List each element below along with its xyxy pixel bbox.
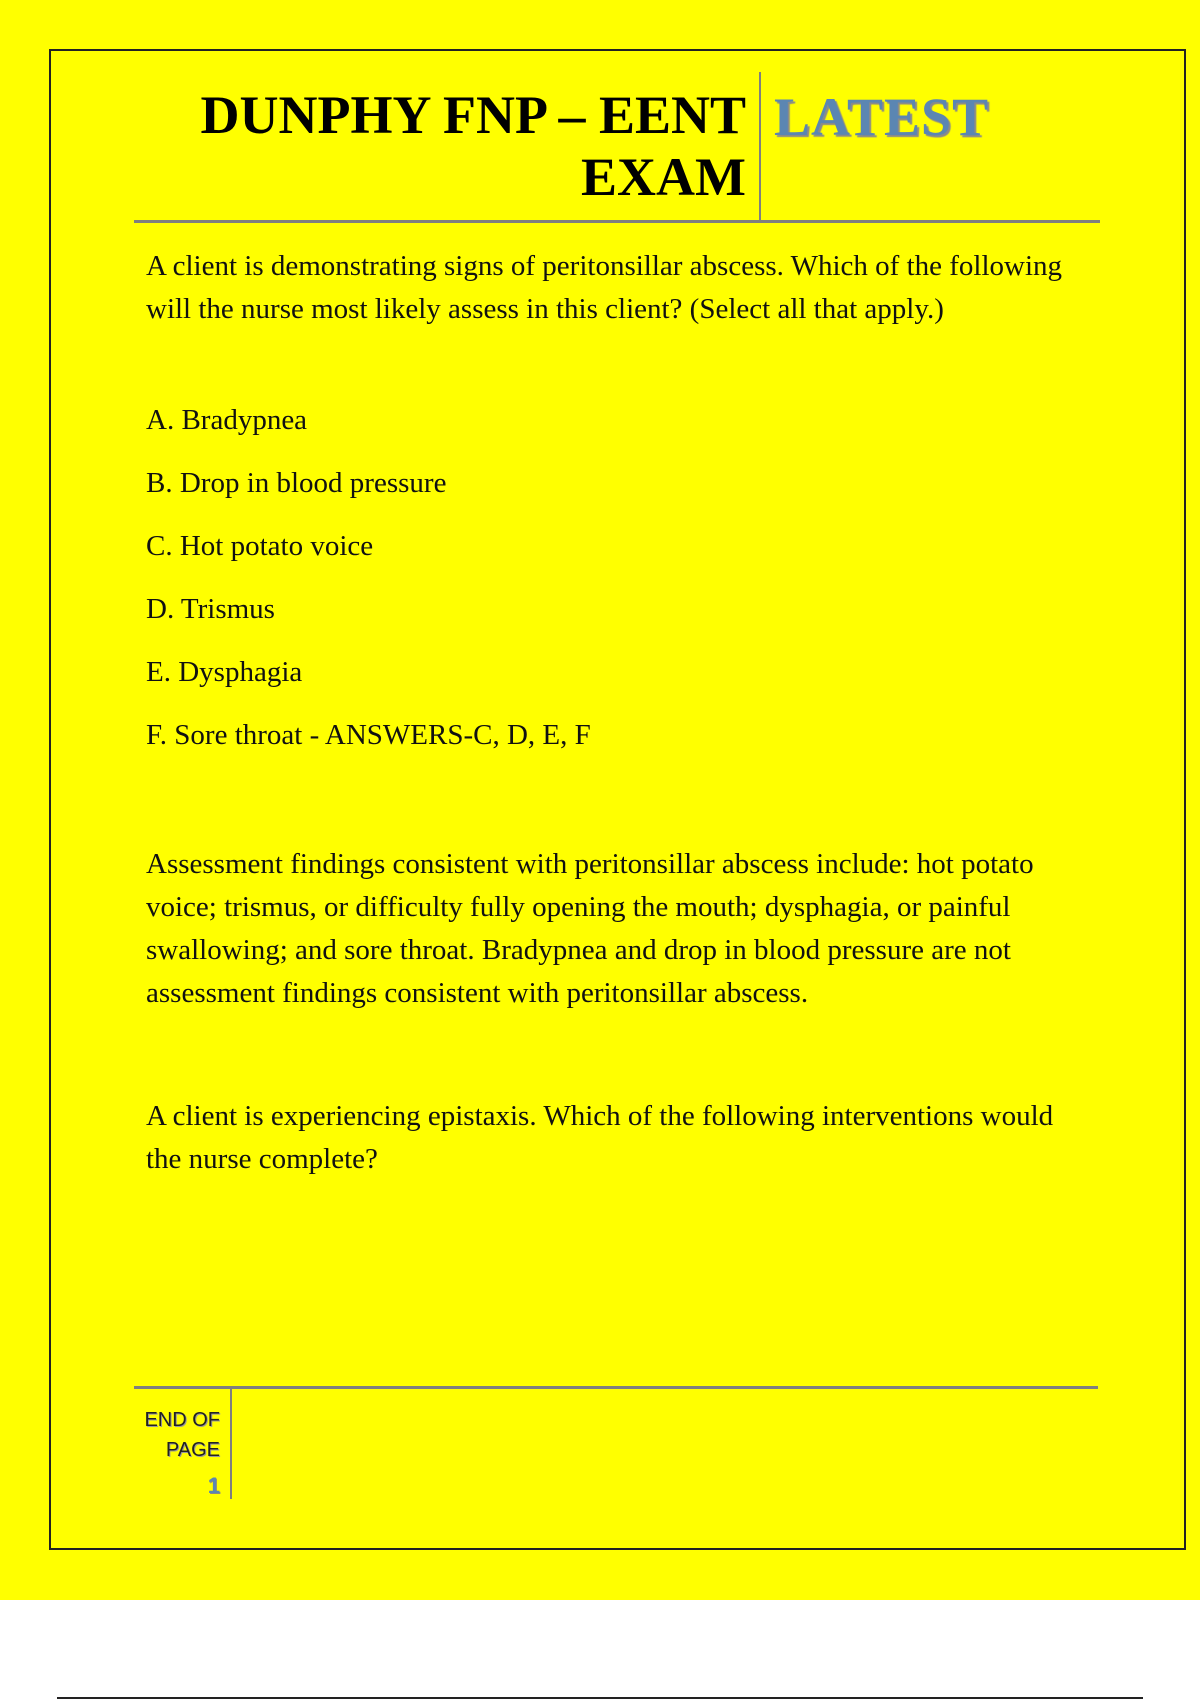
option-b: B. Drop in blood pressure [146, 467, 447, 499]
header-divider [759, 72, 761, 220]
option-c: C. Hot potato voice [146, 530, 374, 562]
page-footer [134, 1389, 232, 1499]
bottom-divider [57, 1697, 1143, 1699]
question-2-text: A client is experiencing epistaxis. Which of the following interventions would the nurse complete? [146, 1100, 1054, 1175]
footer-page-label: PAGE [165, 1439, 220, 1461]
document-header [134, 72, 1100, 223]
question-1-options [146, 399, 1086, 757]
question-1-text: A client is demonstrating signs of peritonsillar abscess. Which of the following will the nurse most likely assess in this client? (Select all that apply.) [146, 250, 1063, 325]
option-e: E. Dysphagia [146, 656, 303, 688]
footer-end-of: END OF [144, 1409, 220, 1431]
answer-explanation: Assessment findings consistent with peritonsillar abscess include: hot potato voice; trismus, or difficulty fully opening the mouth; dysphagia, or painful swallowing; and sore throat. Bradypnea and drop in blood pressure are not assessment findings consistent with peritonsillar abscess. [146, 848, 1034, 1009]
document-body [146, 245, 1086, 1181]
document-title [134, 84, 746, 208]
document-title-line1: DUNPHY FNP – EENT [200, 85, 746, 145]
option-d: D. Trismus [146, 593, 275, 625]
page-number: 1 [207, 1473, 220, 1498]
option-f-with-answer: F. Sore throat - ANSWERS-C, D, E, F [146, 719, 591, 751]
option-a: A. Bradypnea [146, 404, 308, 436]
document-title-line2: EXAM [581, 147, 746, 207]
footer-rule [134, 1386, 1098, 1389]
latest-tag: LATEST [774, 87, 990, 147]
